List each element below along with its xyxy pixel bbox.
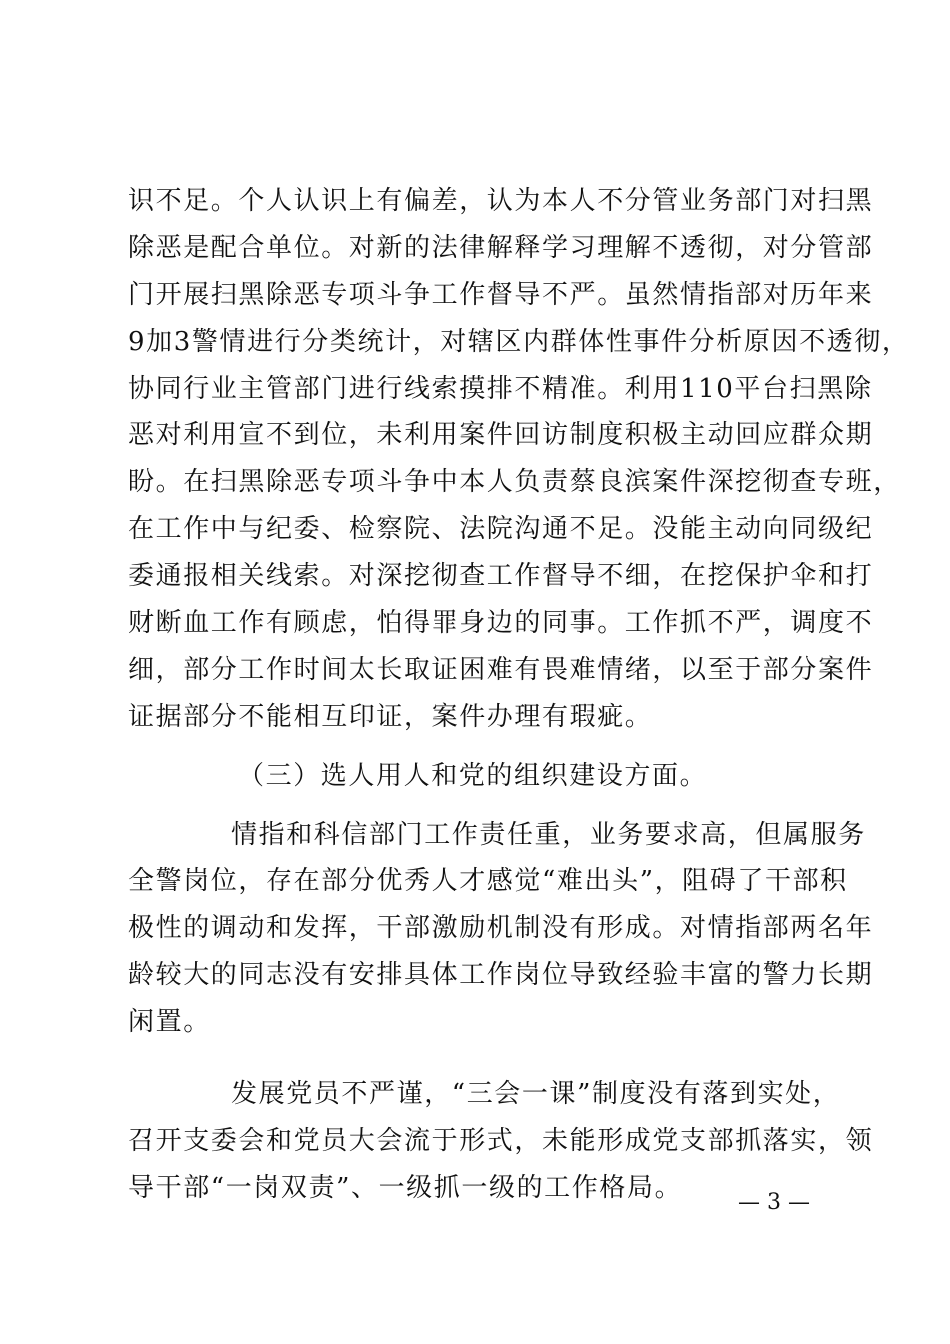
paragraph-line: 全警岗位，存在部分优秀人才感觉“难出头”，阻碍了干部积	[128, 866, 848, 897]
paragraph-line: 发展党员不严谨，“三会一课”制度没有落到实处，	[231, 1079, 841, 1110]
text-line: 在工作中与纪委、检察院、法院沟通不足。没能主动向同级纪	[128, 514, 874, 545]
text-line: 盼。在扫黑除恶专项斗争中本人负责蔡良滨案件深挖彻查专班，	[128, 467, 901, 498]
paragraph-line: 情指和科信部门工作责任重，业务要求高，但属服务	[231, 819, 866, 850]
text-line: 除恶是配合单位。对新的法律解释学习理解不透彻，对分管部	[128, 232, 874, 263]
paragraph-line: 召开支委会和党员大会流于形式，未能形成党支部抓落实，领	[128, 1125, 874, 1156]
text-line: 财断血工作有顾虑，怕得罪身边的同事。工作抓不严，调度不	[128, 608, 874, 639]
paragraph-line: 闲置。	[128, 1007, 211, 1038]
paragraph-line: 龄较大的同志没有安排具体工作岗位导致经验丰富的警力长期	[128, 960, 874, 991]
text-line: 细，部分工作时间太长取证困难有畏难情绪，以至于部分案件	[128, 654, 874, 685]
text-line: 9加3警情进行分类统计，对辖区内群体性事件分析原因不透彻，	[128, 326, 910, 357]
paragraph-line: 导干部“一岗双责”、一级抓一级的工作格局。	[128, 1172, 683, 1203]
text-line: 恶对利用宣不到位，未利用案件回访制度积极主动回应群众期	[128, 420, 874, 451]
text-line: 证据部分不能相互印证，案件办理有瑕疵。	[128, 701, 653, 732]
text-line: 委通报相关线索。对深挖彻查工作督导不细，在挖保护伞和打	[128, 561, 874, 592]
page-number: — 3 —	[738, 1190, 810, 1215]
paragraph-line: 极性的调动和发挥，干部激励机制没有形成。对情指部两名年	[128, 913, 874, 944]
section-heading: （三）选人用人和党的组织建设方面。	[238, 760, 708, 791]
text-line: 识不足。个人认识上有偏差，认为本人不分管业务部门对扫黑	[128, 186, 874, 216]
text-line: 门开展扫黑除恶专项斗争工作督导不严。虽然情指部对历年来	[128, 279, 874, 310]
text-line: 协同行业主管部门进行线索摸排不精准。利用110平台扫黑除	[128, 373, 873, 404]
document-body	[128, 178, 910, 1212]
